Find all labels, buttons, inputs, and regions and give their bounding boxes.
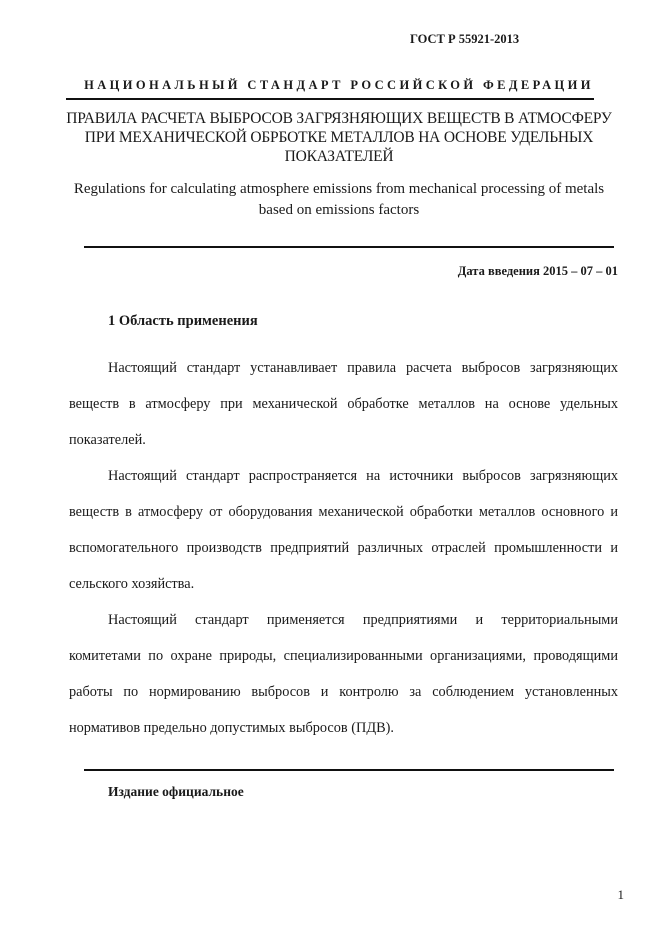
document-title-en: Regulations for calculating atmosphere emissions from mechanical processing of metals based on emissions factors <box>73 181 605 218</box>
paragraph: Настоящий стандарт применяется предприятиями и территориальными комитетами по охране природы, специализированными организациями, проводящими работы по нормированию выбросов и контролю за соблюдением установленных нормативов предельно допустимых выбросов (ПДВ). <box>69 612 618 736</box>
document-title-ru: ПРАВИЛА РАСЧЕТА ВЫБРОСОВ ЗАГРЯЗНЯЮЩИХ ВЕЩЕСТВ В АТМОСФЕРУ ПРИ МЕХАНИЧЕСКОЙ ОБРБОТКЕ МЕТАЛЛОВ НА ОСНОВЕ УДЕЛЬНЫХ ПОКАЗАТЕЛЕЙ <box>66 110 612 165</box>
section-heading: 1 Область применения <box>108 313 258 329</box>
footer-divider <box>84 769 614 771</box>
header-divider <box>66 98 594 100</box>
title-divider <box>84 246 614 248</box>
paragraph: Настоящий стандарт распространяется на источники выбросов загрязняющих веществ в атмосферу от оборудования механической обработки металлов основного и вспомогательного производств предприятий различных отраслей промышленности и сельского хозяйства. <box>69 468 618 592</box>
paragraph: Настоящий стандарт устанавливает правила расчета выбросов загрязняющих веществ в атмосферу при механической обработке металлов на основе удельных показателей. <box>69 360 618 448</box>
introduction-date: Дата введения 2015 – 07 – 01 <box>457 264 618 278</box>
national-standard-banner: НАЦИОНАЛЬНЫЙ СТАНДАРТ РОССИЙСКОЙ ФЕДЕРАЦИИ <box>84 78 594 92</box>
section-body <box>69 350 618 746</box>
page-number: 1 <box>617 887 624 902</box>
edition-note: Издание официальное <box>108 784 244 799</box>
gost-code: ГОСТ Р 55921-2013 <box>410 32 520 46</box>
